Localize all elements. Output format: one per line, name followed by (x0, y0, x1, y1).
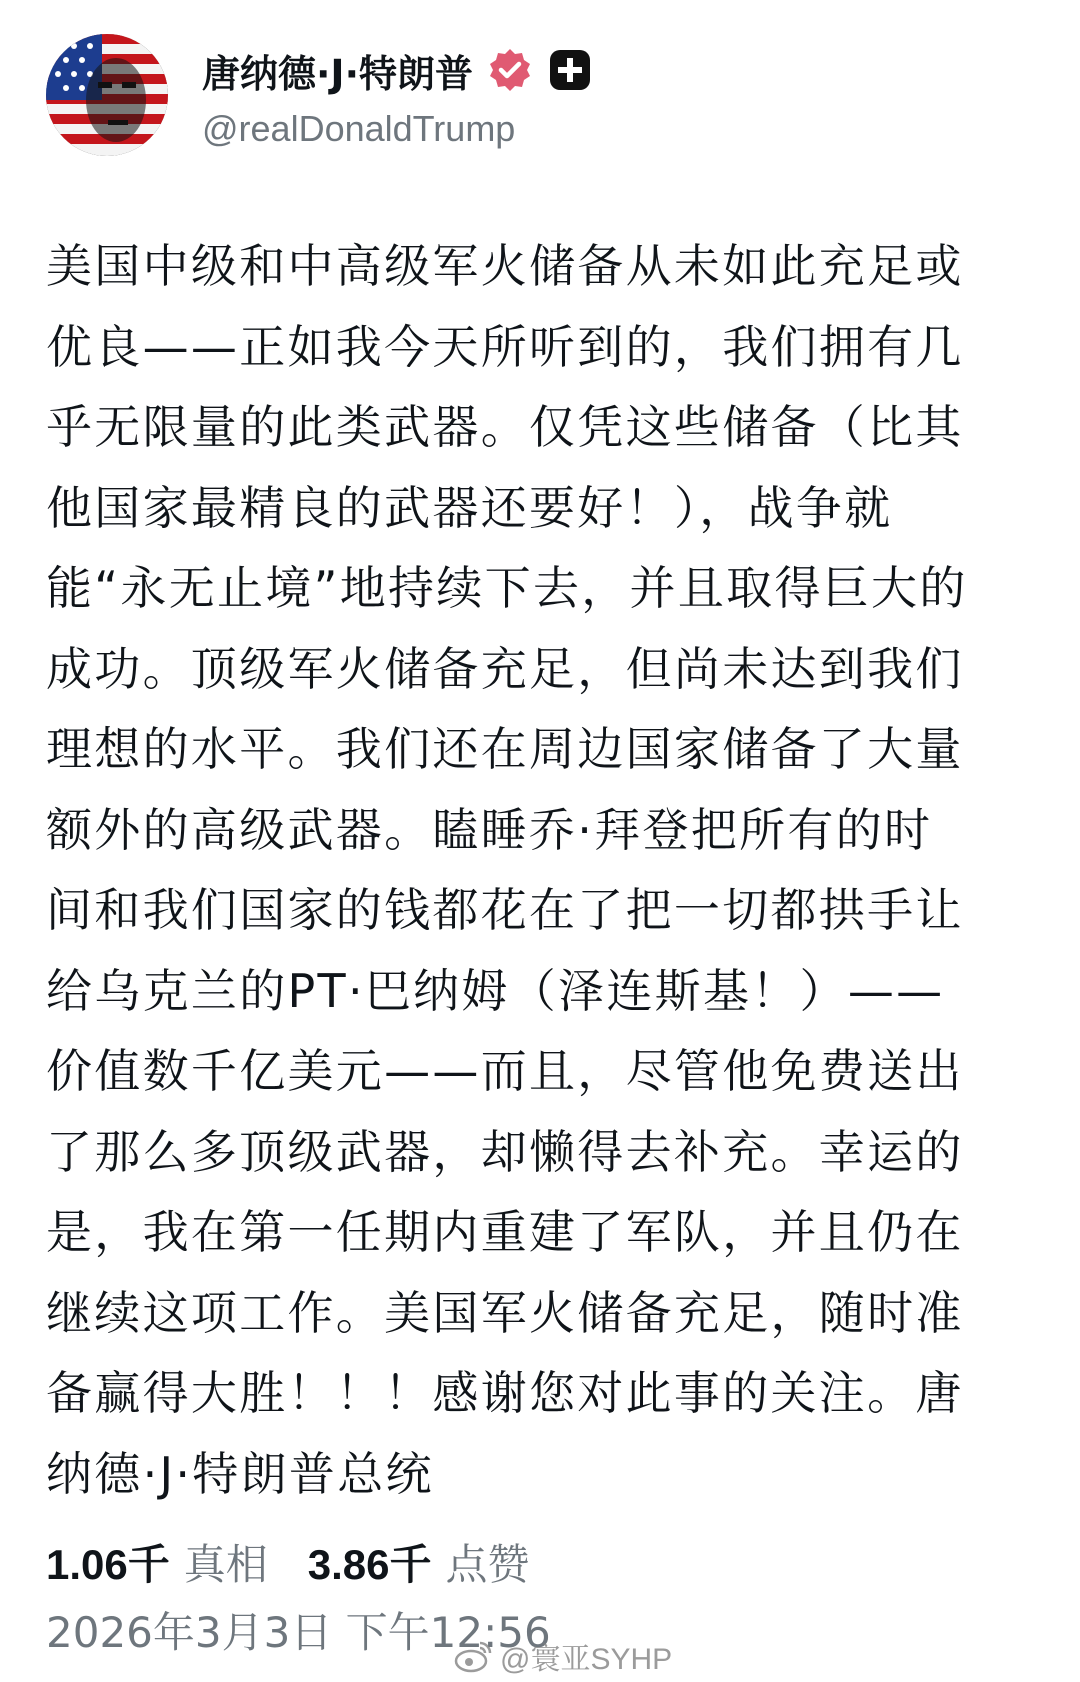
truths-count: 1.06千 (46, 1541, 170, 1588)
post-line: 价值数千亿美元——而且，尽管他免费送出 (46, 1044, 964, 1098)
post-body (46, 226, 1036, 1514)
post-line: 了那么多顶级武器，却懒得去补充。幸运的 (46, 1124, 964, 1179)
post-line: 成功。顶级军火储备充足，但尚未达到我们 (46, 641, 964, 696)
post-line: 美国中级和中高级军火储备从未如此充足或 (46, 239, 964, 293)
post-line: 给乌克兰的PT·巴纳姆（泽连斯基！）—— (46, 963, 945, 1018)
post-line: 能“永无止境”地持续下去，并且取得巨大的 (46, 561, 968, 615)
post-line: 是，我在第一任期内重建了军队，并且仍在 (46, 1205, 964, 1259)
likes-label: 点赞 (445, 1540, 530, 1589)
flag-face-avatar-icon (46, 34, 168, 156)
post-line: 乎无限量的此类武器。仅凭这些储备（比其 (46, 400, 964, 454)
plus-square-icon[interactable] (547, 47, 593, 93)
likes-count: 3.86千 (307, 1541, 432, 1588)
post-line: 优良——正如我今天所听到的，我们拥有几 (46, 319, 964, 374)
post-timestamp: 2026年3月3日 下午12:56 (46, 1608, 551, 1657)
truths-label: 真相 (183, 1540, 268, 1589)
post-header (46, 34, 1026, 164)
post-line: 理想的水平。我们还在周边国家储备了大量 (46, 722, 964, 776)
display-name[interactable]: 唐纳德·J·特朗普 (202, 51, 474, 96)
post-line: 间和我们国家的钱都花在了把一切都拱手让 (46, 883, 964, 937)
post-stats (46, 1532, 530, 1592)
truths-stat[interactable] (46, 1532, 268, 1592)
post-line: 继续这项工作。美国军火储备充足，随时准 (46, 1285, 964, 1340)
post-line: 额外的高级武器。瞌睡乔·拜登把所有的时 (46, 802, 933, 857)
watermark (454, 1634, 672, 1678)
weibo-icon (454, 1639, 494, 1673)
post-line: 备赢得大胜！！！感谢您对此事的关注。唐 (46, 1366, 964, 1420)
post-line: 纳德·J·特朗普总统 (46, 1446, 434, 1501)
verified-badge-icon (487, 47, 533, 93)
avatar[interactable] (46, 34, 168, 156)
post-line: 他国家最精良的武器还要好！），战争就 (46, 480, 893, 535)
likes-stat[interactable] (308, 1532, 530, 1592)
watermark-text: @寰亚SYHP (500, 1643, 673, 1676)
name-row (202, 42, 593, 98)
user-handle[interactable]: @realDonaldTrump (202, 108, 516, 149)
